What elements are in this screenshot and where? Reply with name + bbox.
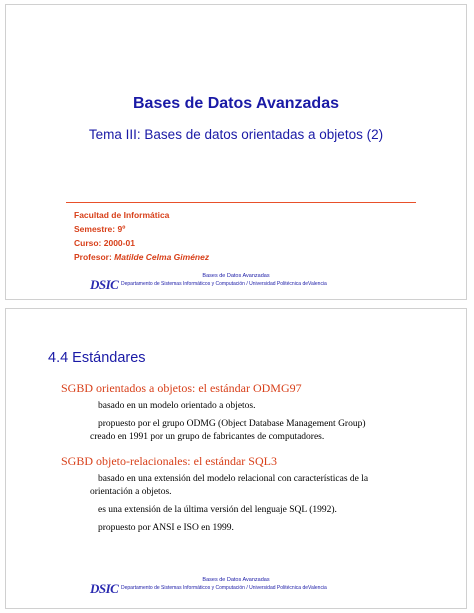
footer-course-name: Bases de Datos Avanzadas bbox=[202, 577, 270, 583]
sql3-point-2: es una extensión de la última versión del lenguaje SQL (1992). bbox=[98, 505, 337, 515]
dsic-logo: DSIC bbox=[90, 581, 119, 596]
faculty-label: Facultad de Informática bbox=[74, 210, 170, 220]
odmg-point-2-line-1: propuesto por el grupo ODMG (Object Database Management Group) bbox=[98, 419, 366, 429]
odmg-point-1: basado en un modelo orientado a objetos. bbox=[98, 401, 256, 411]
content-slide bbox=[5, 308, 467, 609]
footer-department: Departamento de Sistemas Informáticos y Computación / Universidad Politécnica deValencia bbox=[121, 281, 327, 287]
dsic-logo: DSIC bbox=[90, 277, 119, 292]
semester-label: Semestre: 9º bbox=[74, 224, 126, 234]
professor-line bbox=[74, 252, 209, 262]
slide-title: Bases de Datos Avanzadas bbox=[132, 95, 339, 112]
odmg-point-2-line-2: creado en 1991 por un grupo de fabricantes de computadores. bbox=[90, 432, 325, 442]
course-label: Curso: 2000-01 bbox=[74, 238, 135, 248]
divider-line bbox=[66, 202, 416, 203]
sql3-point-3: propuesto por ANSI e ISO en 1999. bbox=[98, 523, 234, 533]
slide-title: 4.4 Estándares bbox=[48, 350, 146, 366]
footer-department: Departamento de Sistemas Informáticos y Computación / Universidad Politécnica deValencia bbox=[121, 585, 327, 591]
slide-subtitle: Tema III: Bases de datos orientadas a objetos (2) bbox=[88, 127, 384, 142]
footer-course-name: Bases de Datos Avanzadas bbox=[202, 273, 270, 279]
section-heading-odmg: SGBD orientados a objetos: el estándar ODMG97 bbox=[61, 381, 302, 395]
section-heading-sql3: SGBD objeto-relacionales: el estándar SQL3 bbox=[61, 454, 277, 468]
sql3-point-1-line-2: orientación a objetos. bbox=[90, 487, 172, 497]
sql3-point-1-line-1: basado en una extensión del modelo relacional con características de la bbox=[98, 474, 369, 484]
professor-name: Matilde Celma Giménez bbox=[114, 252, 210, 262]
title-slide bbox=[5, 4, 467, 300]
professor-label: Profesor: bbox=[74, 252, 115, 262]
